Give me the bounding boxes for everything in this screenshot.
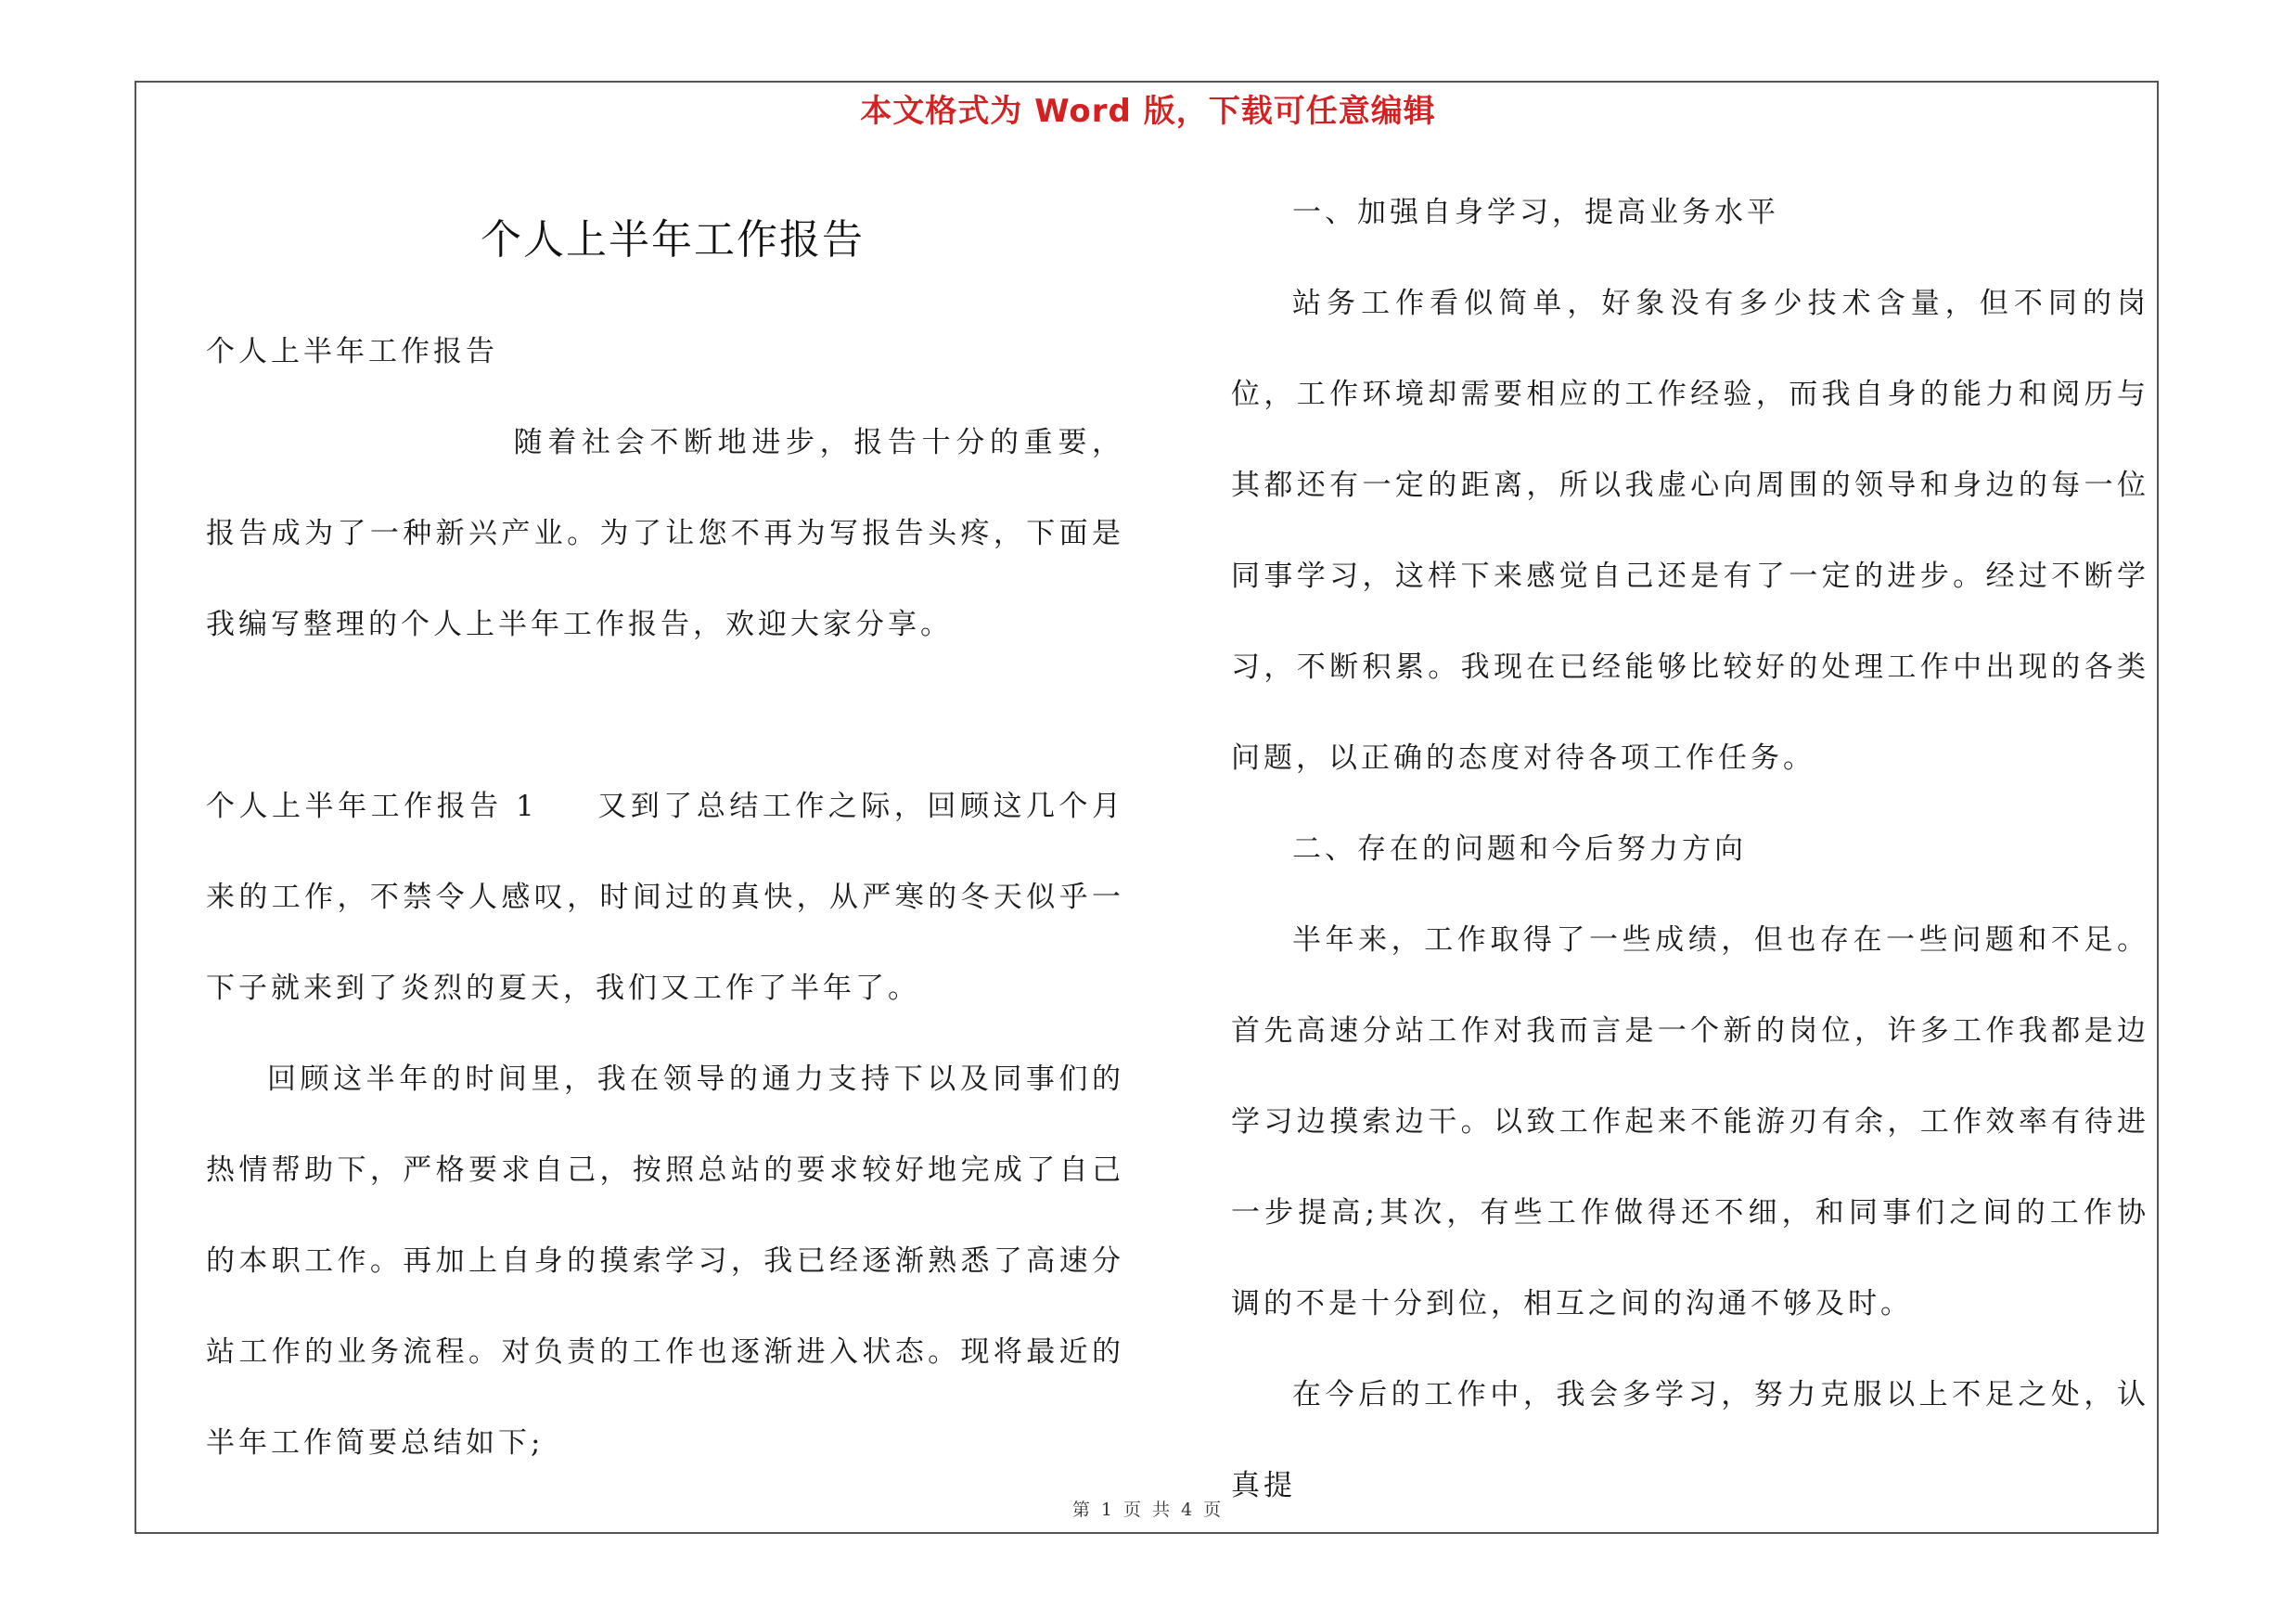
section-heading-study: 一、加强自身学习，提高业务水平 xyxy=(1292,196,1779,229)
report-one-paragraph xyxy=(206,761,1124,1034)
study-paragraph: 站务工作看似简单，好象没有多少技术含量，但不同的岗位，工作环境却需要相应的工作经验，而我自身的能力和阅历与其都还有一定的距离，所以我虚心向周围的领导和身边的每一位同事学习，这样下来感觉自己还是有了一定的进步。经过不断学习，不断积累。我现在已经能够比较好的处理工作中出现的各类问题，以正确的态度对待各项工作任务。 xyxy=(1231,287,2149,775)
intro-paragraph xyxy=(206,397,1124,670)
report-one-text: 又到了总结工作之际，回顾这几个月来的工作，不禁令人感叹，时间过的真快，从严寒的冬天似乎一下子就来到了炎烈的夏天，我们又工作了半年了。 xyxy=(206,790,1125,1005)
problems-paragraph: 半年来，工作取得了一些成绩，但也存在一些问题和不足。首先高速分站工作对我而言是一个新的岗位，许多工作我都是边学习边摸索边干。以致工作起来不能游刃有余，工作效率有待进一步提高;其次，有些工作做得还不细，和同事们之间的工作协调的不是十分到位，相互之间的沟通不够及时。 xyxy=(1231,923,2149,1320)
paragraph-spacer xyxy=(206,670,1124,761)
right-column xyxy=(1231,167,2149,1531)
document-title: 个人上半年工作报告 xyxy=(481,216,865,264)
intro-paragraph-start: 随着社会不断地进步，报告十分的重要，报告 xyxy=(206,426,1124,550)
report-one-label: 个人上半年工作报告 1 xyxy=(206,790,538,823)
intro-paragraph-rest: 成为了一种新兴产业。为了让您不再为写报告头疼，下面是我编写整理的个人上半年工作报告，欢迎大家分享。 xyxy=(206,517,1125,641)
future-paragraph: 在今后的工作中，我会多学习，努力克服以上不足之处，认真提 xyxy=(1231,1378,2149,1502)
intro-heading: 个人上半年工作报告 xyxy=(206,335,498,368)
review-paragraph: 回顾这半年的时间里，我在领导的通力支持下以及同事们的热情帮助下，严格要求自己，按照总站的要求较好地完成了自己的本职工作。再加上自身的摸索学习，我已经逐渐熟悉了高速分站工作的业务流程。对负责的工作也逐渐进入状态。现将最近的半年工作简要总结如下; xyxy=(206,1063,1124,1460)
page-number-footer: 第 1 页 共 4 页 xyxy=(1071,1500,1225,1520)
section-heading-problems: 二、存在的问题和今后努力方向 xyxy=(1292,832,1747,866)
left-column xyxy=(206,306,1124,1488)
format-banner: 本文格式为 Word 版，下载可任意编辑 xyxy=(860,93,1436,130)
